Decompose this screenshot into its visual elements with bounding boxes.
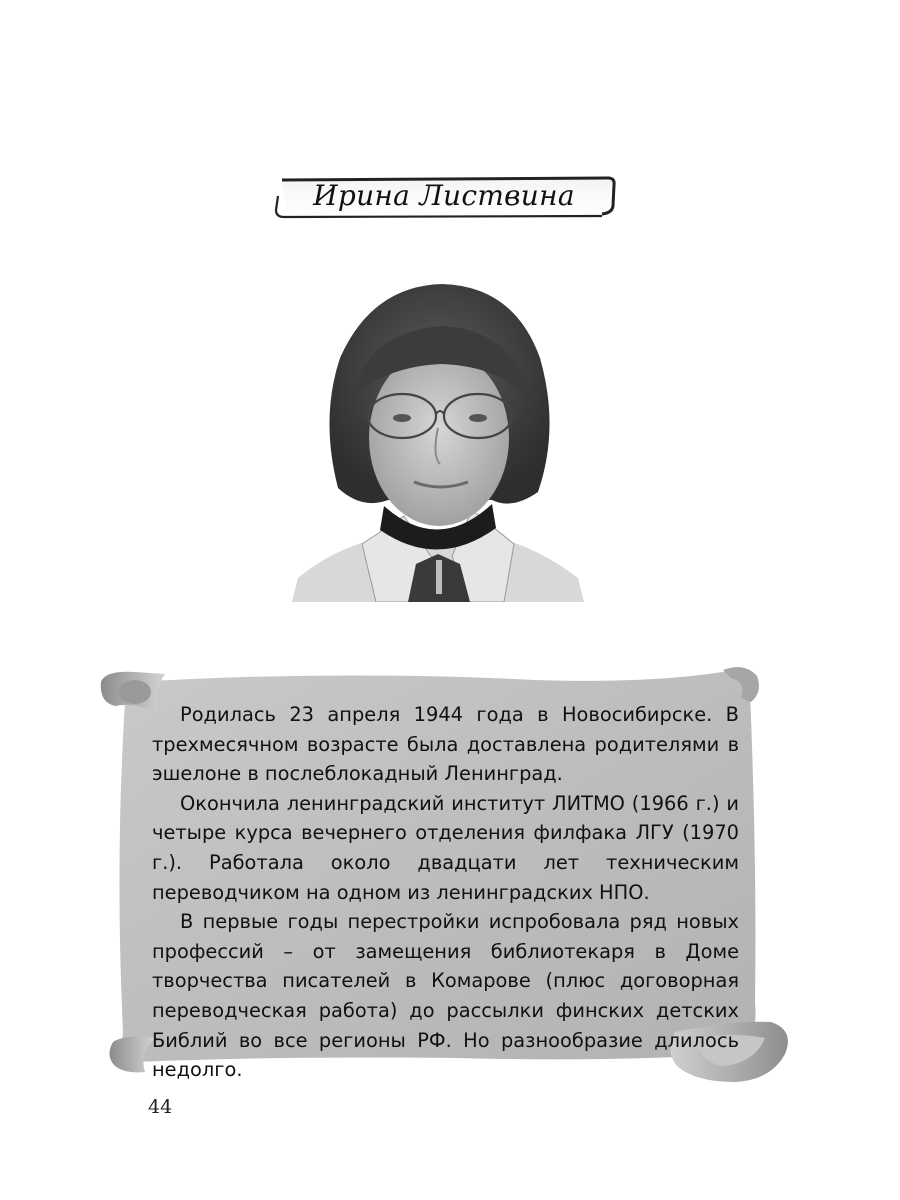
author-portrait-photo-icon [292, 278, 584, 602]
biography-paragraph-3: В первые годы перестройки испробовала ряд новых профессий – от замещения библиотекаря в Доме творчества писателей в Комарове (плюс договорная переводческая работа) до рассылки финских детских Библий во все регионы РФ. Но разнообразие длилось недолго. [152, 910, 739, 1082]
author-name: Ирина Листвина [313, 179, 575, 212]
biography-text [152, 700, 739, 1085]
page-number: 44 [148, 1096, 173, 1118]
author-name-banner [268, 176, 620, 222]
author-portrait [292, 278, 584, 602]
biography-paragraph-1: Родилась 23 апреля 1944 года в Новосибирске. В трехмесячном возрасте была доставлена родителями в эшелоне в послеблокадный Ленинград. [152, 703, 739, 786]
biography-paragraph-2: Окончила ленинградский институт ЛИТМО (1966 г.) и четыре курса вечернего отделения филфака ЛГУ (1970 г.). Работала около двадцати лет техническим переводчиком на одном из ленинградских НПО. [152, 791, 739, 904]
